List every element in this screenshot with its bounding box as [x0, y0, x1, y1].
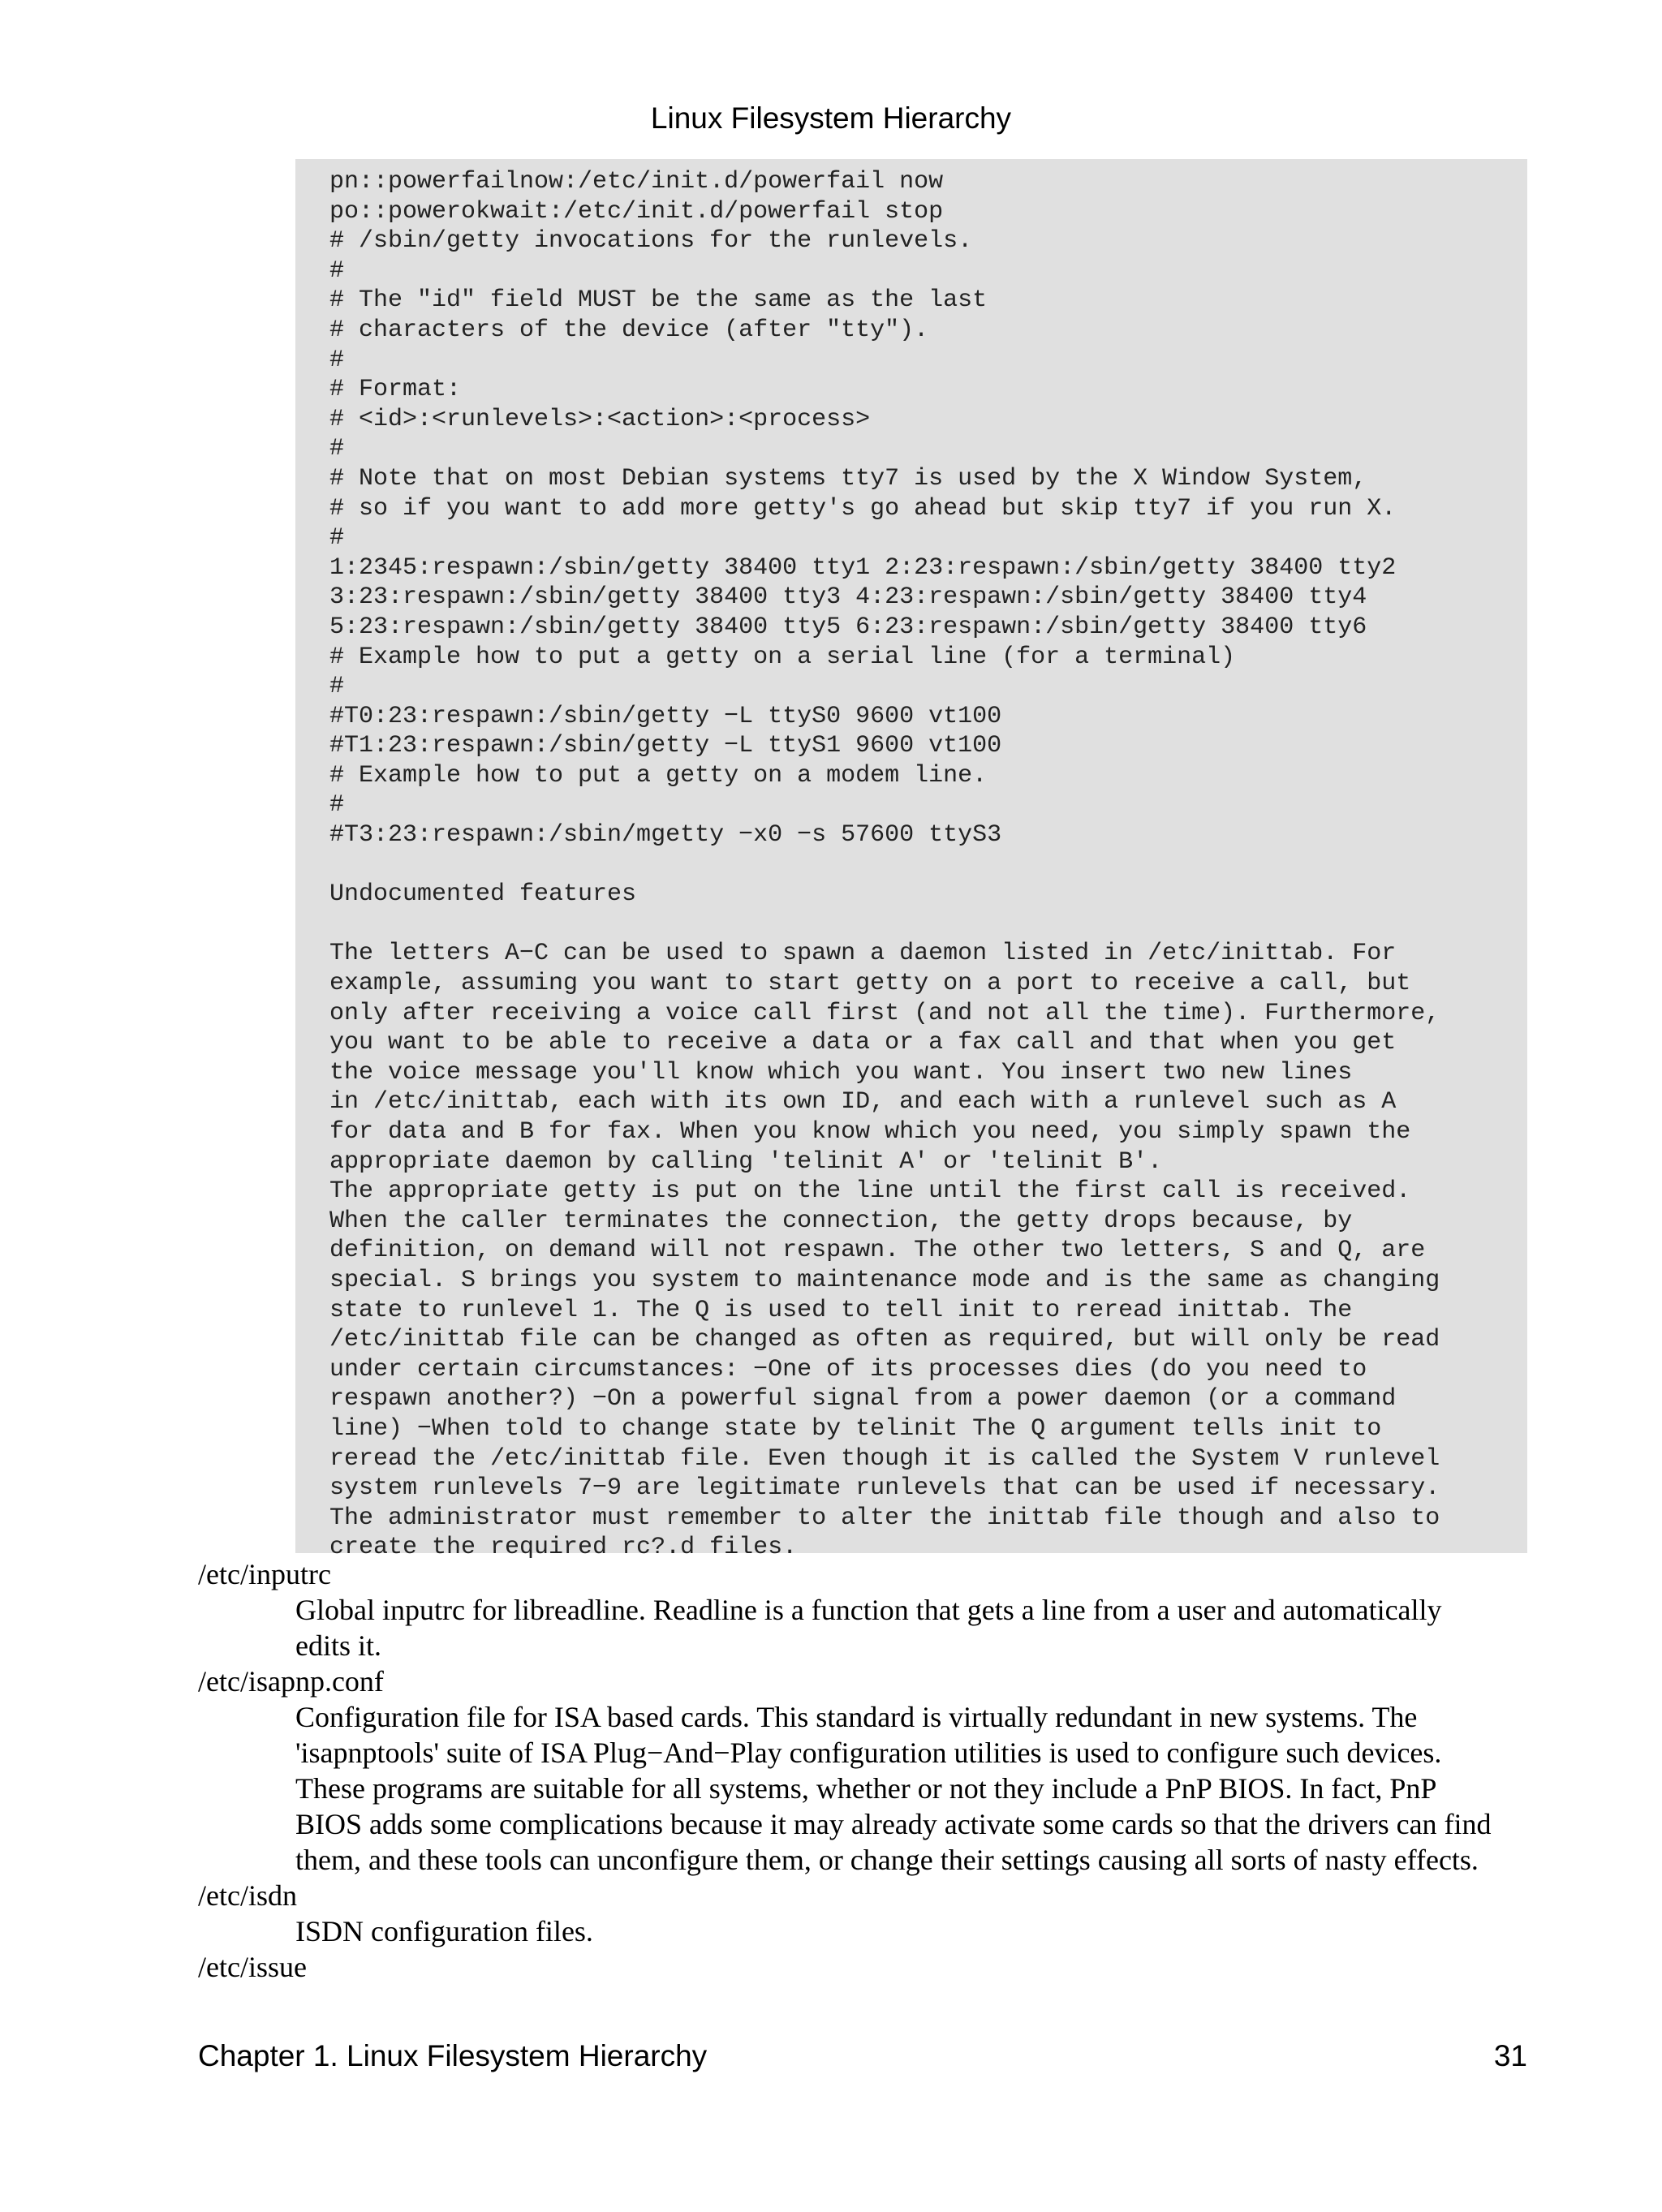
code-line: # Format:	[329, 376, 462, 404]
code-line: under certain circumstances: −One of its processes dies (do you need to	[329, 1355, 1367, 1384]
code-line: #T1:23:respawn:/sbin/getty −L ttyS1 9600 vt100	[329, 732, 1002, 760]
code-line: #	[329, 673, 345, 701]
code-line: # Example how to put a getty on a serial line (for a terminal)	[329, 643, 1236, 671]
code-line: line) −When told to change state by telinit The Q argument tells init to	[329, 1414, 1382, 1443]
code-line: # characters of the device (after "tty").	[329, 316, 929, 344]
code-line: for data and B for fax. When you know which you need, you simply spawn the	[329, 1118, 1411, 1146]
code-line: example, assuming you want to start getty on a port to receive a call, but	[329, 970, 1411, 998]
code-line: Undocumented features	[329, 880, 637, 909]
code-line: # The "id" field MUST be the same as the last	[329, 286, 988, 315]
code-line: #T0:23:respawn:/sbin/getty −L ttyS0 9600 vt100	[329, 702, 1002, 730]
code-line: #	[329, 346, 345, 374]
code-line: # /sbin/getty invocations for the runlevels.	[329, 227, 973, 256]
code-line: #	[329, 791, 345, 820]
entry-description-line: 'isapnptools' suite of ISA Plug−And−Play configuration utilities is used to configure such devices.	[295, 1736, 1442, 1769]
definition-list	[198, 1556, 1545, 1985]
code-line: appropriate daemon by calling 'telinit A' or 'telinit B'.	[329, 1147, 1163, 1176]
code-line: #	[329, 435, 345, 463]
code-line: # Note that on most Debian systems tty7 is used by the X Window System,	[329, 464, 1367, 493]
code-line: When the caller terminates the connection, the getty drops because, by	[329, 1207, 1353, 1235]
code-line: only after receiving a voice call first (and not all the time). Furthermore,	[329, 999, 1440, 1027]
code-line: # Example how to put a getty on a modem line.	[329, 761, 988, 790]
code-line: The letters A−C can be used to spawn a daemon listed in /etc/inittab. For	[329, 940, 1397, 968]
code-line: 1:2345:respawn:/sbin/getty 38400 tty1 2:23:respawn:/sbin/getty 38400 tty2	[329, 553, 1397, 582]
code-line: #	[329, 524, 345, 553]
code-line: /etc/inittab file can be changed as often as required, but will only be read	[329, 1326, 1440, 1354]
code-line: #	[329, 256, 345, 285]
entry-description-line: ISDN configuration files.	[295, 1915, 593, 1947]
code-line: The appropriate getty is put on the line until the first call is received.	[329, 1177, 1411, 1206]
code-block	[295, 159, 1527, 1562]
code-line: pn::powerfailnow:/etc/init.d/powerfail now	[329, 168, 944, 196]
running-header: Linux Filesystem Hierarchy	[650, 101, 1012, 135]
entry-description-line: edits it.	[295, 1629, 381, 1662]
code-line: 3:23:respawn:/sbin/getty 38400 tty3 4:23:respawn:/sbin/getty 38400 tty4	[329, 583, 1367, 612]
code-line: special. S brings you system to maintenance mode and is the same as changing	[329, 1266, 1440, 1294]
code-line: state to runlevel 1. The Q is used to tell init to reread inittab. The	[329, 1296, 1353, 1324]
code-line: reread the /etc/inittab file. Even though it is called the System V runlevel	[329, 1444, 1440, 1473]
code-line: The administrator must remember to alter the inittab file though and also to	[329, 1504, 1440, 1532]
code-line: definition, on demand will not respawn. The other two letters, S and Q, are	[329, 1237, 1426, 1265]
code-line: system runlevels 7−9 are legitimate runlevels that can be used if necessary.	[329, 1474, 1440, 1503]
entry-term: /etc/inputrc	[198, 1558, 331, 1590]
code-line: create the required rc?.d files.	[329, 1534, 798, 1562]
footer-chapter: Chapter 1. Linux Filesystem Hierarchy	[198, 2039, 708, 2072]
code-line: #T3:23:respawn:/sbin/mgetty −x0 −s 57600 ttyS3	[329, 821, 1002, 850]
code-line: in /etc/inittab, each with its own ID, and each with a runlevel such as A	[329, 1088, 1397, 1117]
code-line: the voice message you'll know which you want. You insert two new lines	[329, 1058, 1353, 1087]
entry-description-line: them, and these tools can unconfigure them, or change their settings causing all sorts of nasty effects.	[295, 1844, 1479, 1876]
entry-term: /etc/isdn	[198, 1879, 297, 1912]
entry-term: /etc/issue	[198, 1951, 307, 1983]
code-line: # so if you want to add more getty's go ahead but skip tty7 if you run X.	[329, 494, 1397, 523]
code-listing	[329, 167, 1527, 1563]
entry-description-line: Global inputrc for libreadline. Readline is a function that gets a line from a user and automatically	[295, 1594, 1442, 1626]
code-line: you want to be able to receive a data or a fax call and that when you get	[329, 1029, 1397, 1057]
code-line: po::powerokwait:/etc/init.d/powerfail stop	[329, 197, 944, 226]
code-line: # <id>:<runlevels>:<action>:<process>	[329, 405, 871, 433]
entry-term: /etc/isapnp.conf	[198, 1665, 384, 1698]
code-line: respawn another?) −On a powerful signal from a power daemon (or a command	[329, 1385, 1397, 1414]
page-number: 31	[1493, 2039, 1527, 2072]
entry-description-line: These programs are suitable for all systems, whether or not they include a PnP BIOS. In fact, PnP	[295, 1772, 1437, 1805]
entry-description-line: BIOS adds some complications because it may already activate some cards so that the drivers can find	[295, 1808, 1492, 1840]
code-line: 5:23:respawn:/sbin/getty 38400 tty5 6:23:respawn:/sbin/getty 38400 tty6	[329, 613, 1367, 641]
entry-description-line: Configuration file for ISA based cards. This standard is virtually redundant in new systems. The	[295, 1701, 1418, 1733]
